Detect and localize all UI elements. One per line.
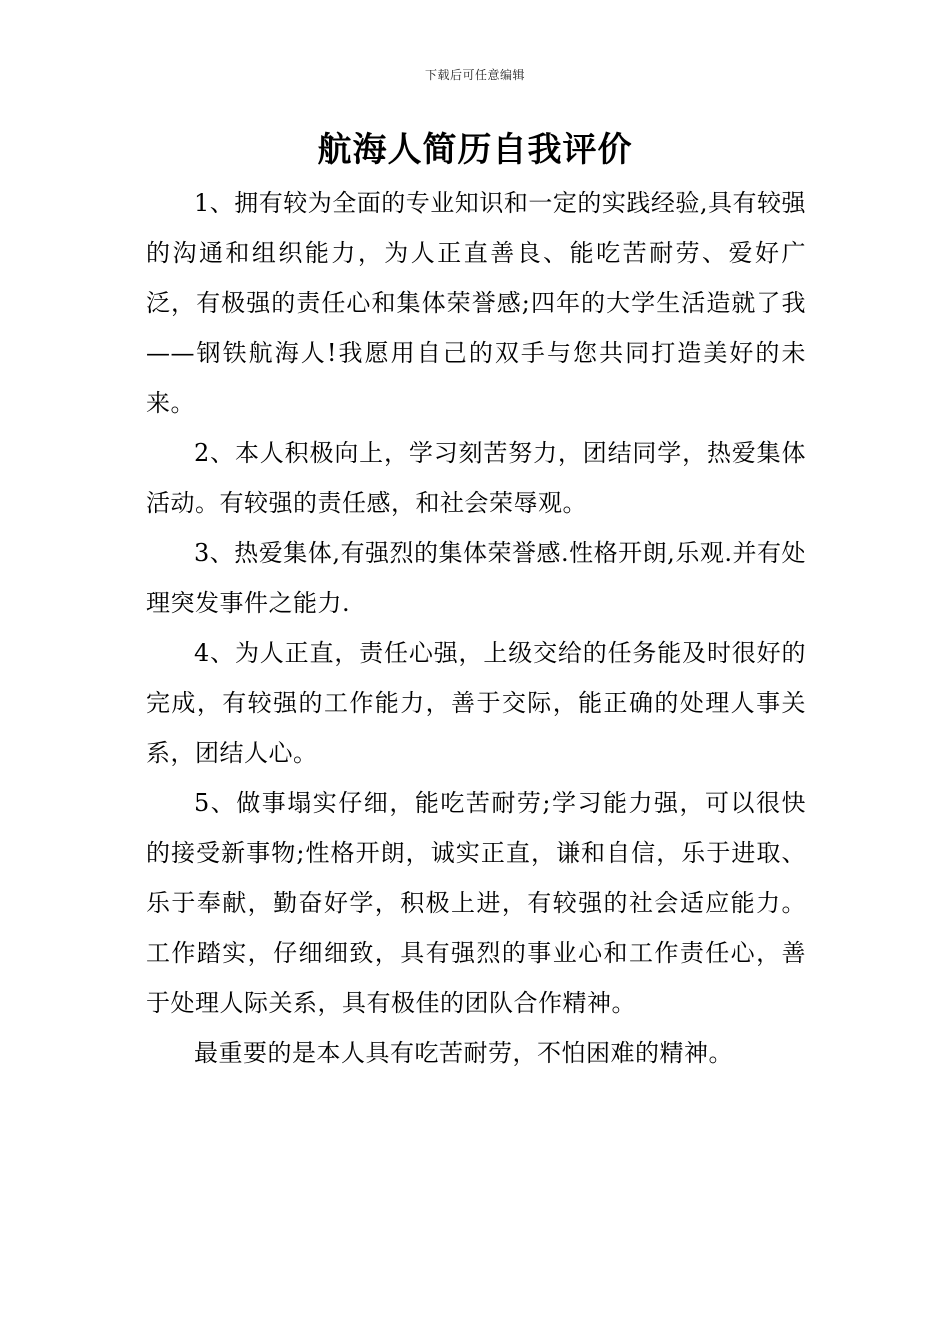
paragraph-summary: 最重要的是本人具有吃苦耐劳，不怕困难的精神。 (194, 1039, 733, 1067)
document-body (146, 178, 806, 1078)
paragraph-4: 4、为人正直，责任心强，上级交给的任务能及时很好的完成，有较强的工作能力，善于交际，能正确的处理人事关系，团结人心。 (146, 639, 806, 767)
header-note: 下载后可任意编辑 (424, 68, 525, 82)
paragraph-2: 2、本人积极向上，学习刻苦努力，团结同学，热爱集体活动。有较强的责任感，和社会荣辱观。 (146, 439, 806, 517)
paragraph-5: 5、做事塌实仔细，能吃苦耐劳;学习能力强，可以很快的接受新事物;性格开朗，诚实正直，谦和自信，乐于进取、乐于奉献，勤奋好学，积极上进，有较强的社会适应能力。工作踏实，仔细细致，具有强烈的事业心和工作责任心，善于处理人际关系，具有极佳的团队合作精神。 (146, 789, 806, 1017)
page-title: 航海人简历自我评价 (317, 130, 633, 170)
paragraph-1: 1、拥有较为全面的专业知识和一定的实践经验,具有较强的沟通和组织能力，为人正直善良、能吃苦耐劳、爱好广泛，有极强的责任心和集体荣誉感;四年的大学生活造就了我——钢铁航海人!我愿用自己的双手与您共同打造美好的未来。 (146, 189, 806, 417)
paragraph-3: 3、热爱集体,有强烈的集体荣誉感.性格开朗,乐观.并有处理突发事件之能力. (146, 539, 806, 617)
